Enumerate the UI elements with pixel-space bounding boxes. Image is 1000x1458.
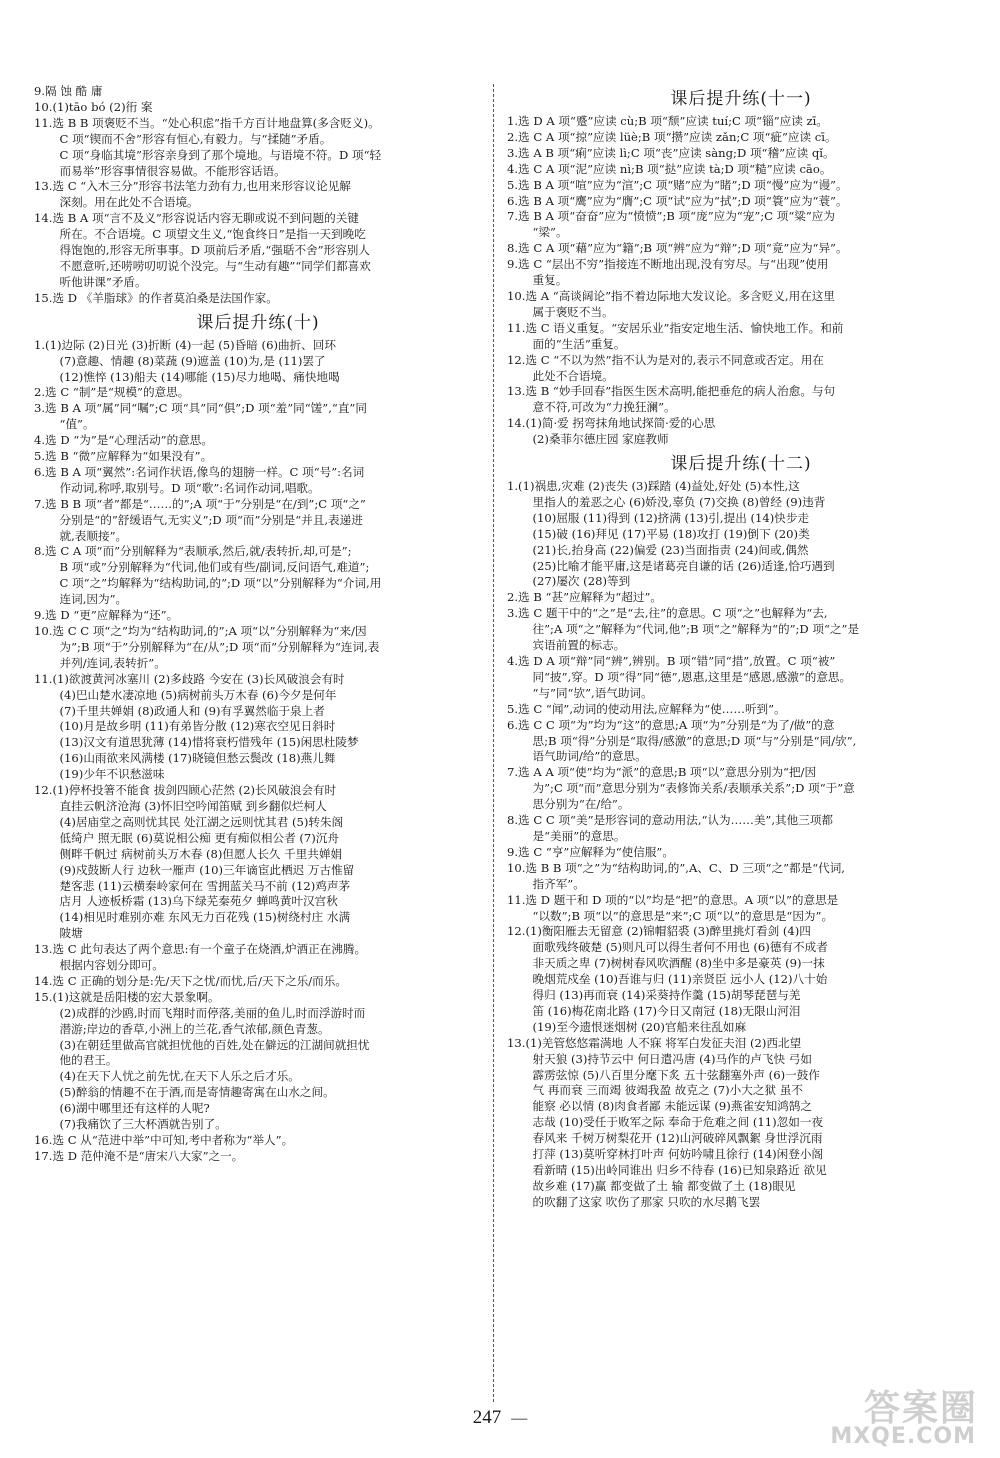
left-answer-line: (14)相见时难别亦难 东风无力百花残 (15)树绕村庄 水满: [59, 910, 351, 925]
right-answer-line: (21)长,抬身高 (22)偏爱 (23)当面指责 (24)间或,偶然: [532, 542, 809, 557]
right-answer-line: 笛 (16)梅花南北路 (17)今日又南冠 (18)无限山河泪: [532, 1003, 801, 1018]
left-answer-line: 1.(1)边际 (2)日光 (3)折断 (4)一起 (5)昏暗 (6)曲折、回环: [34, 337, 336, 352]
right-answer-line: 打萍 (13)莫听穿林打叶声 何妨吟啸且徐行 (14)闲登小阁: [532, 1147, 824, 1162]
left-answer-line: 店月 人迹板桥霜 (13)乌下绿芜秦苑夕 蝉鸣黄叶汉宫秋: [59, 894, 338, 909]
left-answer-line: 侧畔千帆过 病树前头万木春 (8)但愿人长久 千里共婵娟: [59, 846, 343, 861]
left-answer-line: (13)汉文有道思犹薄 (14)惜将衰朽惜残年 (15)闲思杜陵梦: [59, 735, 359, 750]
right-answer-line: 10.选 A “高谈阔论”指不着边际地大发议论。多含贬义,用在这里: [507, 288, 835, 303]
right-answer-line: 思;B 项“得”分别是“取得/感激”的意思;D 项“与”分别是“同/欤”,: [532, 733, 857, 748]
left-answer-line: 7.选 B B 项“者”都是“……的”;A 项“于”分别是“在/到”;C 项“之”: [34, 496, 366, 511]
left-answer-line: 为”;B 项“于”分别解释为“在/从”;D 项“而”分别解释为“连词,表: [59, 639, 380, 654]
right-answer-line: 意不符,可改为“力挽狂澜”。: [532, 400, 676, 415]
left-column: [34, 84, 482, 1165]
right-answer-line: 14.(1)简·爱 拐弯抹角地试探简·爱的心思: [507, 416, 716, 431]
right-answer-line: 指齐军”。: [532, 876, 585, 891]
right-answer-line: 能察 必以情 (8)肉食者鄙 未能远谋 (9)燕雀安知鸿鹄之: [532, 1099, 812, 1114]
left-answer-line: 6.选 B A 项“翼然”:名词作状语,像鸟的翅膀一样。C 项“号”:名词: [34, 464, 365, 479]
left-answer-line: B 项“或”分别解释为“代词,他们或有些/副词,反问语气,难道”;: [59, 560, 370, 575]
left-answer-line: C 项“之”均解释为“结构助词,的”;D 项“以”分别解释为“介词,用: [59, 576, 382, 591]
left-answer-line: (12)憔悴 (13)船夫 (14)哪能 (15)尽力地喝、痛快地喝: [59, 369, 340, 384]
left-answer-line: 他的君王。: [59, 1053, 118, 1068]
right-answer-line: 12.(1)衡阳雁去无留意 (2)锦帽貂裘 (3)醉里挑灯看剑 (4)四: [507, 924, 811, 939]
right-answer-line: 11.选 D 题干和 D 项的“以”均是“把”的意思。A 项“以”的意思是: [507, 892, 839, 907]
right-answer-line: 志哉 (10)受任于败军之际 奉命于危难之间 (11)忽如一夜: [532, 1115, 824, 1130]
right-answer-line: 往”;A 项“之”解释为“代词,他”;B 项“之”解释为“的”;D 项“之”是: [532, 622, 860, 637]
left-answer-line: 陂塘: [59, 926, 83, 941]
left-answer-line: (3)在朝廷里做高官就担忧他的百姓,处在僻远的江湖间就担忧: [59, 1037, 370, 1052]
right-answer-line: 里指人的羞恶之心 (6)娇没,辜负 (7)交换 (8)曾经 (9)违背: [532, 494, 826, 509]
right-answer-line: 语气助词/给”的意思。: [532, 749, 647, 764]
left-answer-line: 2.选 C “制”是“规模”的意思。: [34, 385, 190, 400]
section-heading: 课后提升练(十一): [670, 89, 812, 109]
left-answer-line: 得饱饱的,形容无所事事。D 项前后矛盾,“强聒不舍”形容别人: [59, 243, 370, 258]
left-answer-line: 并列/连词,表转折”。: [59, 655, 166, 670]
right-answer-line: 6.选 C C 项“为”均为“这”的意思;A 项“为”分别是“为了/做”的意: [507, 717, 835, 732]
left-answer-line: 不愿意听,还唠唠叨叨说个没完。与“生动有趣”“同学们都喜欢: [59, 258, 371, 273]
right-answer-line: “与”同“欤”,语气助词。: [532, 685, 653, 700]
right-answer-line: 1.(1)祸患,灾难 (2)丧失 (3)踩踏 (4)益处,好处 (5)本性,这: [507, 479, 800, 494]
right-answer-line: 11.选 C 语义重复。“安居乐业”指安定地生活、愉快地工作。和前: [507, 320, 844, 335]
right-answer-line: 2.选 C A 项“掠”应读 lüè;B 项“攒”应读 zǎn;C 项“疵”应读 cī。: [507, 129, 837, 144]
left-answer-line: 11.选 B B 项褒贬不当。“处心积虑”指千方百计地盘算(多含贬义)。: [34, 115, 380, 130]
watermark-url: MXQE.COM: [830, 1424, 976, 1449]
right-answer-line: 9.选 C “层出不穷”指接连不断地出现,没有穷尽。与“出现”使用: [507, 257, 829, 272]
left-answer-line: 9.选 D “更”应解释为“还”。: [34, 608, 179, 623]
section-heading: 课后提升练(十): [196, 312, 320, 333]
left-answer-line: 10.(1)tāo bó (2)衎 案: [34, 99, 153, 114]
left-answer-line: 14.选 C 正确的划分是:先/天下之忧/而忧,后/天下之乐/而乐。: [34, 973, 347, 988]
watermark-logo: [798, 1380, 978, 1450]
right-answer-line: 晚烟荒戍垒 (10)吾谁与归 (11)亲贤臣 远小人 (12)八十始: [532, 972, 828, 987]
right-answer-line: 为”;C 项“而”意思分别为“表修饰关系/表顺承关系”;D 项“于”意: [532, 781, 855, 796]
left-answer-line: 15.(1)这就是岳阳楼的宏大景象啊。: [34, 989, 220, 1004]
left-answer-line: 分别是“的”舒缓语气,无实义”;D 项“而”分别是“并且,表递进: [59, 512, 363, 527]
left-answer-line: (6)湖中哪里还有这样的人呢?: [59, 1101, 210, 1116]
left-answer-line: 4.选 D “为”是“心理活动”的意思。: [34, 433, 213, 448]
right-answer-line: (10)屈服 (11)得到 (12)挤满 (13)引,提出 (14)快步走: [532, 510, 810, 525]
left-answer-line: (9)戍鼓断人行 边秋一雁声 (10)三年谪宦此栖迟 万古惟留: [59, 862, 355, 877]
left-answer-line: (4)居庙堂之高则忧其民 处江湖之远则忧其君 (5)转朱阁: [59, 814, 344, 829]
left-answer-line: 低绮户 照无眠 (6)莫说相公痴 更有痴似相公者 (7)沉舟: [59, 830, 339, 845]
right-answer-line: 春风来 千树万树梨花开 (12)山河破碎风飘絮 身世浮沉雨: [532, 1131, 823, 1146]
right-answer-line: 射天狼 (3)持节云中 何日遣冯唐 (4)马作的卢飞快 弓如: [532, 1051, 812, 1066]
right-answer-line: 8.选 C C 项“美”是形容词的意动用法,“认为……美”,其他三项都: [507, 813, 834, 828]
left-answer-line: C 项“锲而不舍”形容有恒心,有毅力。与“揉随”矛盾。: [59, 131, 332, 146]
right-answer-line: 13.选 B “妙手回春”指医生医术高明,能把垂危的病人治愈。与句: [507, 384, 836, 399]
left-answer-line: 8.选 C A 项“而”分别解释为“表顺承,然后,就/表转折,却,可是”;: [34, 544, 352, 559]
right-answer-line: 看新晴 (15)出岭同谁出 归乡不待春 (16)已知泉路近 欲见: [532, 1163, 827, 1177]
left-answer-line: 直挂云帆济沧海 (3)怀旧空吟闻笛赋 到乡翻似烂柯人: [59, 798, 327, 813]
left-answer-line: C 项“身临其境”形容亲身到了那个境地。与语境不符。D 项“轻: [59, 147, 382, 162]
right-answer-line: 宾语前置的标志。: [532, 638, 626, 653]
left-answer-line: (16)山雨欲来风满楼 (17)晓镜但愁云鬓改 (18)燕儿舞: [59, 751, 336, 766]
right-answer-line: (27)屡次 (28)等到: [532, 574, 631, 589]
left-answer-line: (19)少年不识愁滋味: [59, 767, 165, 782]
right-answer-line: 的吹翻了这家 吹伤了那家 只吹的水尽鹅飞罢: [532, 1194, 761, 1209]
right-answer-line: 同“披”,穿。D 项“得”同“德”,恩惠,这里是“感恩,感激”的意思。: [532, 669, 852, 684]
left-answer-line: 而易举”形容事情很容易做。不能形容话语。: [59, 163, 286, 178]
left-answer-line: 17.选 D 范仲淹不是“唐宋八大家”之一。: [34, 1148, 244, 1163]
right-answer-line: (19)至今遗恨迷烟树 (20)官船来往乱如麻: [532, 1019, 747, 1034]
left-answer-line: 听他讲课”矛盾。: [59, 274, 147, 289]
right-answer-line: 非天质之卑 (7)树树春风吹酒醒 (8)坐中多是豪英 (9)一抹: [532, 956, 825, 971]
right-answer-line: 6.选 B A 项“鹰”应为“膺”;C 项“试”应为“拭”;D 项“簑”应为“蓑”。: [507, 193, 848, 208]
right-answer-line: 属于褒贬不当。: [532, 304, 614, 319]
left-answer-line: (4)在天下人忧之前先忧,在天下人乐之后才乐。: [59, 1069, 300, 1084]
right-answer-line: “梁”。: [532, 225, 568, 240]
left-answer-line: (2)成群的沙鸥,时而飞翔时而停落,美丽的鱼儿,时而浮游时而: [59, 1005, 366, 1020]
right-answer-line: 2.选 B “甚”应解释为“超过”。: [507, 590, 663, 605]
right-answer-line: 12.选 C “不以为然”指不认为是对的,表示不同意或否定。用在: [507, 352, 824, 367]
left-answer-line: 14.选 B A 项“言不及义”形容说话内容无聊或说不到问题的关键: [34, 211, 359, 226]
right-answer-line: 9.选 C “亨”应解释为“使信服”。: [507, 844, 674, 859]
right-answer-line: 10.选 B B 项“之”为“结构助词,的”,A、C、D 三项“之”都是“代词,: [507, 860, 845, 875]
right-answer-line: 7.选 B A 项“奋奋”应为“愤愤”;B 项“庞”应为“宠”;C 项“粱”应为: [507, 209, 835, 224]
left-answer-line: (4)巴山楚水凄凉地 (5)病树前头万木春 (6)今夕是何年: [59, 687, 337, 702]
left-answer-line: “值”。: [59, 417, 95, 432]
left-answer-line: 楚客悲 (11)云横秦岭家何在 雪拥蓝关马不前 (12)鸡声茅: [59, 878, 351, 893]
left-answer-line: (10)月是故乡明 (11)有弟皆分散 (12)寒衣空见日斜时: [59, 719, 336, 734]
right-answer-line: 面歌残终破楚 (5)则凡可以得生者何不用也 (6)德有不成者: [532, 940, 828, 955]
left-answer-line: 3.选 B A 项“属”同“嘱”;C 项“具”同“俱”;D 项“羞”同“馐”,“直”同: [34, 401, 367, 416]
page-number-value: 247: [472, 1407, 502, 1428]
right-answer-line: 霹雳弦惊 (5)八百里分麾下炙 五十弦翻塞外声 (6)一鼓作: [532, 1067, 820, 1082]
left-answer-line: 13.选 C 此句表达了两个意思:有一个童子在烧酒,炉酒正在沸腾。: [34, 942, 367, 957]
watermark-logo-text: 答案圈: [863, 1388, 978, 1429]
left-answer-line: (7)意趣、情趣 (8)菜蔬 (9)遮盖 (10)为,是 (11)罢了: [59, 353, 326, 368]
right-column: [507, 84, 975, 1211]
left-answer-line: 15.选 D 《羊脂球》的作者莫泊桑是法国作家。: [34, 290, 278, 305]
right-answer-line: 思分别为“在/给”。: [532, 797, 630, 812]
left-answer-line: 所在。不合语境。C 项望文生义,“饱食终日”是指一天到晚吃: [59, 227, 366, 242]
left-answer-line: 9.隔 蚀 酷 庸: [34, 84, 103, 98]
section-heading: 课后提升练(十二): [670, 454, 812, 475]
column-divider: [493, 84, 494, 1402]
left-answer-line: 潜游;岸边的香草,小洲上的兰花,香气浓郁,颜色青葱。: [59, 1021, 330, 1036]
right-answer-line: 1.选 D A 项“蹙”应读 cù;B 项“颓”应读 tuí;C 项“锱”应读 zī。: [507, 114, 828, 128]
right-answer-line: 得归 (13)再而衰 (14)采葵持作羹 (15)胡琴琵琶与羌: [532, 988, 801, 1003]
right-answer-line: (25)比喻才能平庸,这是诸葛亮自谦的话 (26)适逢,恰巧遇到: [532, 558, 835, 573]
page-number-dash: —: [511, 1410, 528, 1427]
right-answer-line: 故乡难 (17)赢 都变做了土 输 都变做了土 (18)眼见: [532, 1178, 796, 1193]
left-answer-line: 16.选 C 从“范进中举”中可知,考中者称为“举人”。: [34, 1133, 294, 1147]
right-answer-line: 此处不合语境。: [532, 368, 614, 383]
right-answer-line: 是“美丽”的意思。: [532, 828, 626, 843]
right-answer-line: 4.选 C A 项“泥”应读 nì;B 项“挞”应读 tà;D 项“糙”应读 cāo。: [507, 161, 832, 176]
right-answer-line: 4.选 D A 项“辩”同“辨”,辨别。B 项“错”同“措”,放置。C 项“被”: [507, 654, 836, 668]
right-answer-line: 面的“生活”重复。: [532, 336, 626, 351]
right-answer-line: 8.选 C A 项“藉”应为“籍”;B 项“辨”应为“辩”;D 项“竟”应为“异”。: [507, 241, 848, 256]
left-answer-line: 5.选 B “微”应解释为“如果没有”。: [34, 449, 213, 464]
left-answer-line: 11.(1)欲渡黄河冰塞川 (2)多歧路 今安在 (3)长风破浪会有时: [34, 671, 345, 686]
left-answer-line: 根据内容划分即可。: [59, 958, 164, 973]
left-answer-line: 就,表顺接”。: [59, 528, 128, 543]
left-answer-line: (7)千里共婵娟 (8)政通人和 (9)有孚翼然临于泉上者: [59, 703, 325, 718]
right-answer-line: 13.(1)羌管悠悠霜满地 人不寐 将军白发征夫泪 (2)西北望: [507, 1035, 802, 1050]
left-answer-line: 深刻。用在此处不合语境。: [59, 195, 199, 210]
left-answer-line: (7)我痛饮了三大杯酒就告别了。: [59, 1117, 227, 1132]
right-answer-line: (2)桑菲尔德庄园 家庭教师: [532, 432, 669, 447]
right-answer-line: 5.选 B A 项“喧”应为“渲”;C 项“赌”应为“睹”;D 项“慢”应为“谩”。: [507, 177, 848, 192]
right-answer-line: 3.选 A B 项“痢”应读 lì;C 项“丧”应读 sàng;D 项“稽”应读 qǐ。: [507, 145, 835, 160]
right-answer-line: 5.选 C “闻”,动词的使动用法,应解释为“使……听到”。: [507, 701, 786, 716]
right-answer-line: “以数”;B 项“以”的意思是“来”;C 项“以”的意思是“因为”。: [532, 908, 834, 923]
right-answer-line: 3.选 C 题干中的“之”是“去,往”的意思。C 项“之”也解释为“去,: [507, 606, 828, 621]
left-answer-line: 12.(1)停杯投箸不能食 拔剑四顾心茫然 (2)长风破浪会有时: [34, 783, 337, 798]
left-answer-line: 13.选 C “入木三分”形容书法笔力劲有力,也用来形容议论见解: [34, 179, 351, 194]
right-answer-line: 气 再而衰 三而竭 彼竭我盈 故克之 (7)小大之狱 虽不: [532, 1083, 803, 1098]
right-answer-line: 重复。: [532, 273, 568, 288]
right-answer-line: 7.选 A A 项“使”均为“派”的意思;B 项“以”意思分别为“把/因: [507, 765, 817, 780]
left-answer-line: 10.选 C C 项“之”均为“结构助词,的”;A 项“以”分别解释为“来/因: [34, 624, 367, 638]
right-answer-line: (15)破 (16)拜见 (17)平易 (18)攻打 (19)倒下 (20)类: [532, 526, 810, 541]
left-answer-line: 作动词,称呼,取别号。D 项“歌”:名词作动词,唱歌。: [59, 480, 320, 495]
left-answer-line: (5)醉翁的情趣不在于酒,而是寄情趣寄寓在山水之间。: [59, 1085, 335, 1100]
left-answer-line: 连词,因为”。: [59, 592, 128, 607]
